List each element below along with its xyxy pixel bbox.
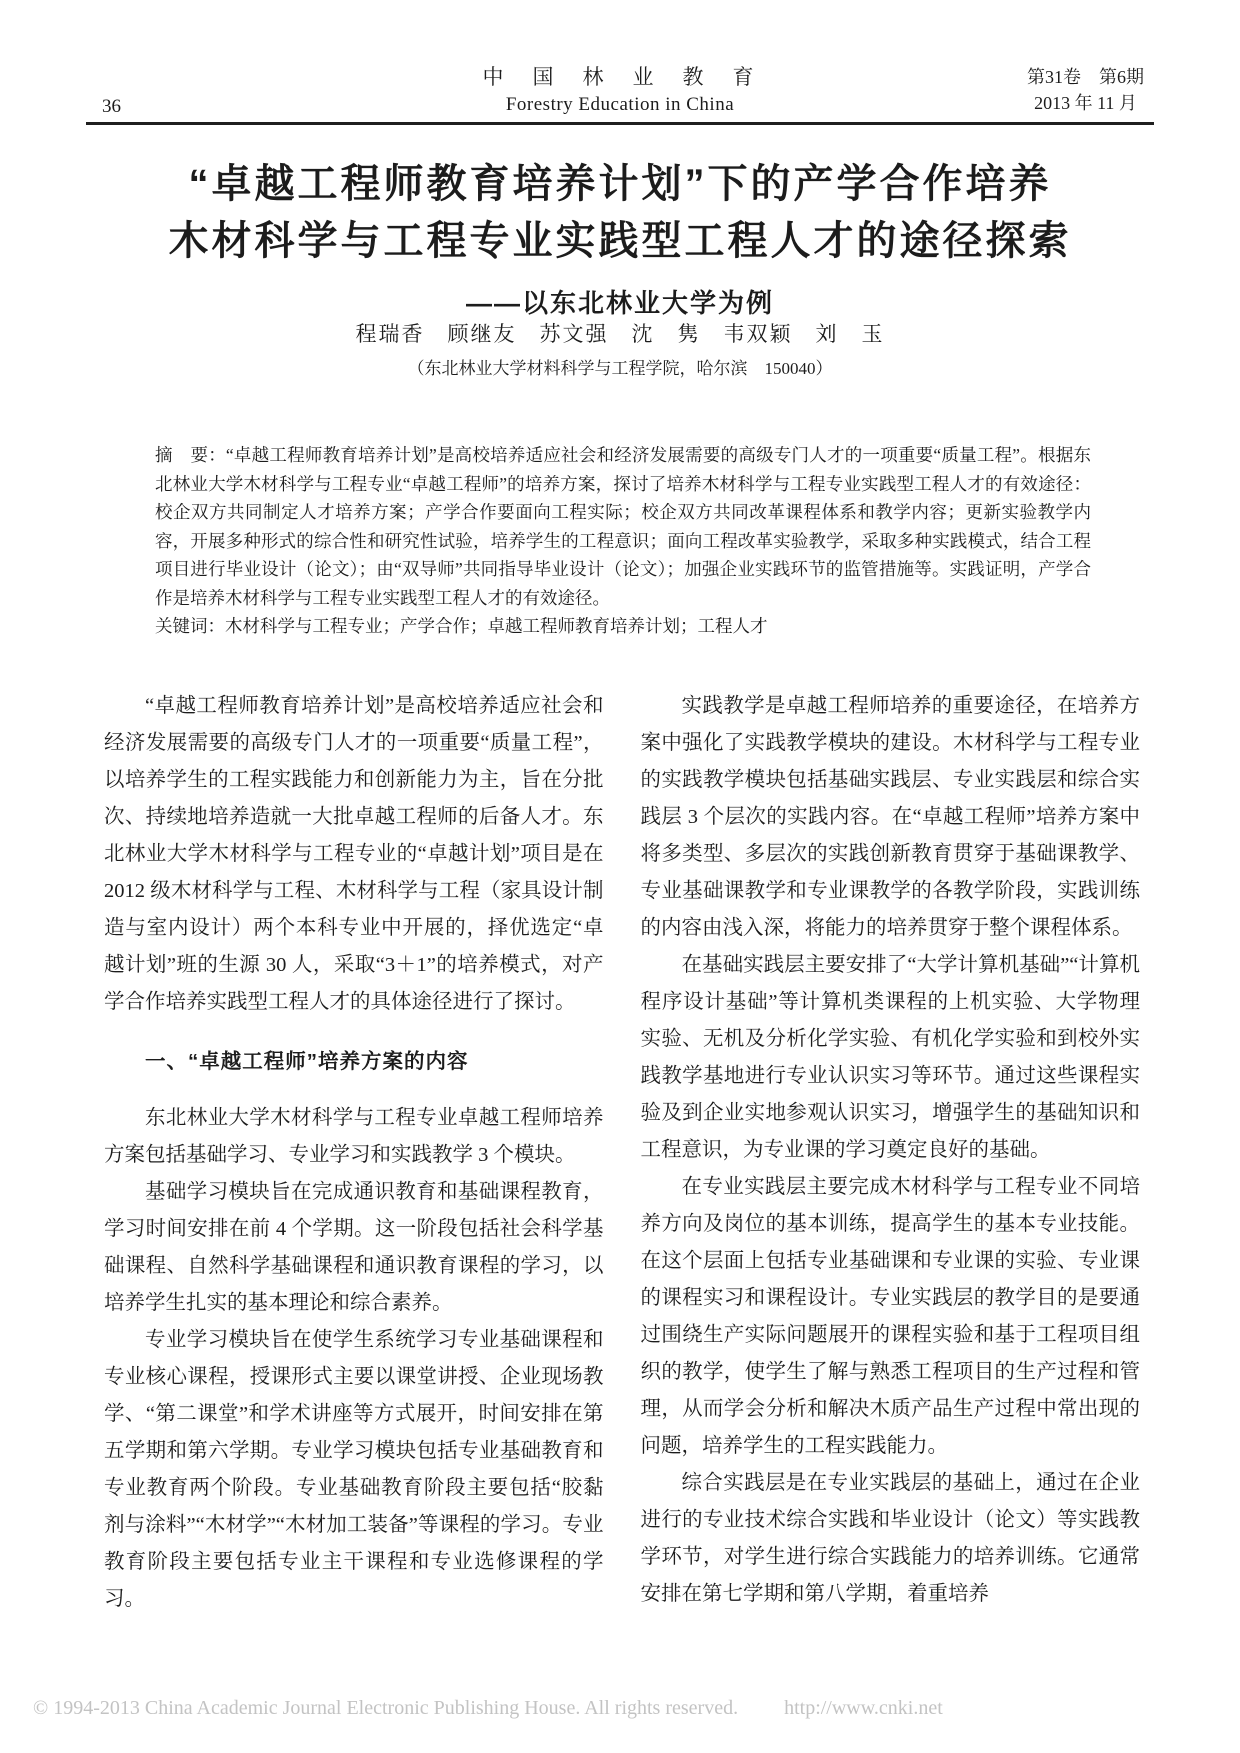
authors-line: 程瑞香 顾继友 苏文强 沈 隽 韦双颖 刘 玉 xyxy=(355,323,885,346)
issue-info-block xyxy=(1027,64,1144,116)
keywords-label: 关键词： xyxy=(155,616,225,636)
paper-title-line1: “卓越工程师教育培养计划”下的产学合作培养 xyxy=(188,162,1052,206)
keywords-text: 木材科学与工程专业；产学合作；卓越工程师教育培养计划；工程人才 xyxy=(225,616,768,636)
body-paragraph: “卓越工程师教育培养计划”是高校培养适应社会和经济发展需要的高级专门人才的一项重要“质量工程”，以培养学生的工程实践能力和创新能力为主，旨在分批次、持续地培养造就一大批卓越工程师的后备人才。东北林业大学木材科学与工程专业的“卓越计划”项目是在 2012 级木材科学与工程、木材科学与工程（家具设计制造与室内设计）两个本科专业中开展的，择优选定“卓越计划”班的生源 30 人，采取“3＋1”的培养模式，对产学合作培养实践型工程人才的具体途径进行了探讨。 xyxy=(104,695,604,1013)
right-column xyxy=(641,688,1141,1618)
body-paragraph: 在专业实践层主要完成木材科学与工程专业不同培养方向及岗位的基本训练，提高学生的基本专业技能。在这个层面上包括专业基础课和专业课的实验、专业课的课程实习和课程设计。专业实践层的教学目的是要通过围绕生产实际问题展开的课程实验和基于工程项目组织的教学，使学生了解与熟悉工程项目的生产过程和管理，从而学会分析和解决木质产品生产过程中常出现的问题，培养学生的工程实践能力。 xyxy=(640,1176,1140,1457)
paper-title-line2: 木材科学与工程专业实践型工程人才的途径探索 xyxy=(168,219,1072,263)
volume-issue: 第31卷 第6期 xyxy=(1027,67,1144,87)
paper-subtitle: ——以东北林业大学为例 xyxy=(465,288,774,318)
abstract-block xyxy=(155,441,1091,641)
cnki-url: http://www.cnki.net xyxy=(784,1697,943,1719)
body-paragraph: 实践教学是卓越工程师培养的重要途径，在培养方案中强化了实践教学模块的建设。木材科学与工程专业的实践教学模块包括基础实践层、专业实践层和综合实践层 3 个层次的实践内容。在“卓越工程师”培养方案中将多类型、多层次的实践创新教育贯穿于基础课教学、专业基础课教学和专业课教学的各教学阶段，实践训练的内容由浅入深，将能力的培养贯穿于整个课程体系。 xyxy=(640,695,1140,939)
copyright-text: © 1994-2013 China Academic Journal Electronic Publishing House. All rights reserved. xyxy=(33,1697,739,1719)
copyright-footer xyxy=(33,1697,1207,1720)
journal-title-cn: 中 国 林 业 教 育 xyxy=(482,65,758,89)
body-paragraph: 专业学习模块旨在使学生系统学习专业基础课程和专业核心课程，授课形式主要以课堂讲授、企业现场教学、“第二课堂”和学术讲座等方式展开，时间安排在第五学期和第六学期。专业学习模块包括专业基础教育和专业教育两个阶段。专业基础教育阶段主要包括“胶黏剂与涂料”“木材学”“木材加工装备”等课程的学习。专业教育阶段主要包括专业主干课程和专业选修课程的学习。 xyxy=(104,1329,604,1610)
journal-title-block xyxy=(483,61,758,116)
body-columns xyxy=(104,688,1140,1618)
abstract-label: 摘 要： xyxy=(155,445,226,465)
journal-title-en: Forestry Education in China xyxy=(505,94,735,115)
body-paragraph: 基础学习模块旨在完成通识教育和基础课程教育，学习时间安排在前 4 个学期。这一阶段包括社会科学基础课程、自然科学基础课程和通识教育课程的学习，以培养学生扎实的基本理论和综合素养。 xyxy=(104,1181,604,1314)
abstract-text: “卓越工程师教育培养计划”是高校培养适应社会和经济发展需要的高级专门人才的一项重要“质量工程”。根据东北林业大学木材科学与工程专业“卓越工程师”的培养方案，探讨了培养木材科学与工程专业实践型工程人才的有效途径：校企双方共同制定人才培养方案；产学合作要面向工程实际；校企双方共同改革课程体系和教学内容；更新实验教学内容，开展多种形式的综合性和研究性试验，培养学生的工程意识；面向工程改革实验教学，采取多种实践模式，结合工程项目进行毕业设计（论文）；由“双导师”共同指导毕业设计（论文）；加强企业实践环节的监管措施等。实践证明，产学合作是培养木材科学与工程专业实践型工程人才的有效途径。 xyxy=(155,445,1091,608)
body-paragraph: 东北林业大学木材科学与工程专业卓越工程师培养方案包括基础学习、专业学习和实践教学 3 个模块。 xyxy=(104,1107,604,1166)
left-column xyxy=(104,688,604,1618)
abstract-paragraph xyxy=(155,441,1091,612)
section-heading-1: 一、“卓越工程师”培养方案的内容 xyxy=(145,1050,469,1073)
affiliation-line: （东北林业大学材料科学与工程学院，哈尔滨 150040） xyxy=(407,359,833,378)
running-head xyxy=(86,64,1154,125)
page-number: 36 xyxy=(102,96,121,117)
issue-date: 2013 年 11 月 xyxy=(1034,93,1137,113)
body-paragraph: 在基础实践层主要安排了“大学计算机基础”“计算机程序设计基础”等计算机类课程的上机实验、大学物理实验、无机及分析化学实验、有机化学实验和到校外实践教学基地进行专业认识实习等环节。通过这些课程实验及到企业实地参观认识实习，增强学生的基础知识和工程意识，为专业课的学习奠定良好的基础。 xyxy=(640,954,1140,1161)
body-paragraph: 综合实践层是在专业实践层的基础上，通过在企业进行的专业技术综合实践和毕业设计（论文）等实践教学环节，对学生进行综合实践能力的培养训练。它通常安排在第七学期和第八学期，着重培养 xyxy=(640,1472,1140,1605)
keywords-paragraph xyxy=(155,612,1091,641)
paper-title xyxy=(0,156,1240,320)
